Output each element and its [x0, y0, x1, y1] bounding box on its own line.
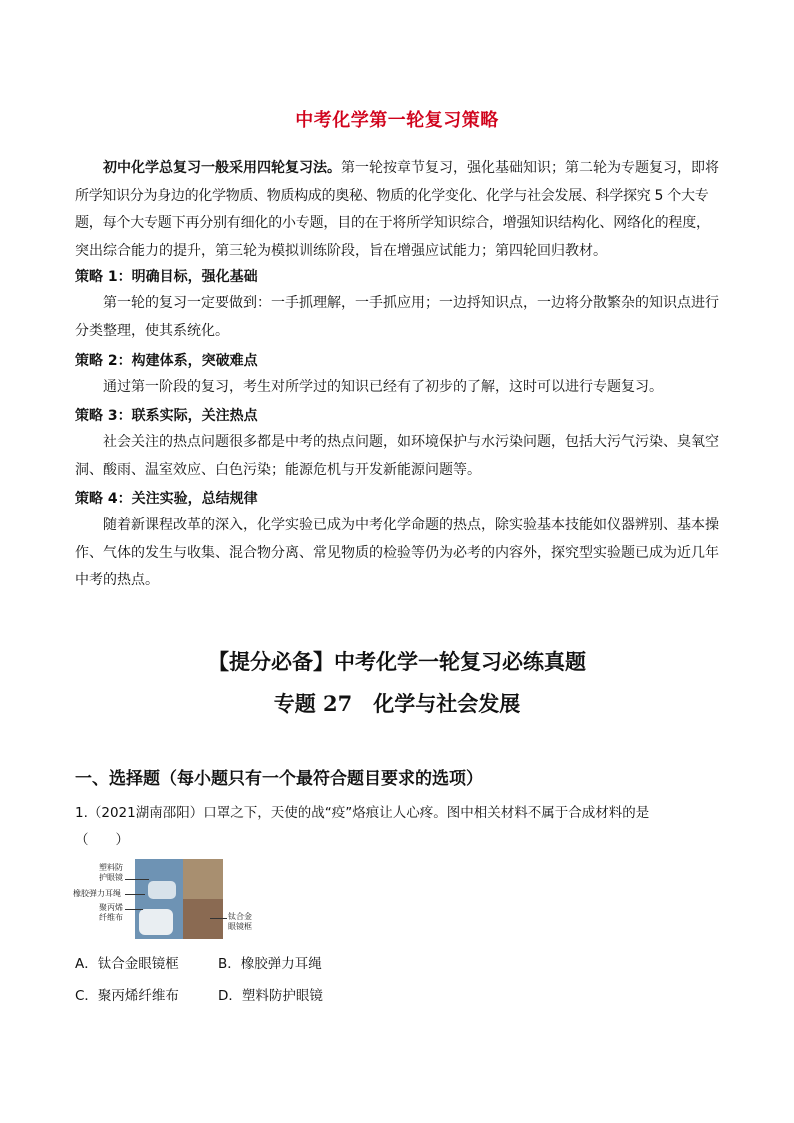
photo-mask: [139, 909, 173, 935]
strategy-title: 中考化学第一轮复习策略: [295, 110, 499, 131]
strategy-3-body: [75, 429, 723, 484]
intro-line: 题，每个大专题下再分别有细化的小专题，目的在于将所学知识综合，增强知识结构化、网络化的程度，: [75, 215, 710, 232]
strategy-1-body: [75, 290, 723, 345]
intro-paragraph: [75, 155, 723, 265]
strategy-3-heading: 策略 3：联系实际，关注热点: [75, 408, 258, 424]
section-heading: 一、选择题（每小题只有一个最符合题目要求的选项）: [75, 769, 483, 789]
intro-line: 突出综合能力的提升，第三轮为模拟训练阶段，旨在增强应试能力；第四轮回归教材。: [75, 242, 607, 259]
leader-line: [210, 918, 227, 919]
option-d[interactable]: D．塑料防护眼镜: [218, 988, 323, 1004]
label-line: 纤维布: [99, 912, 123, 922]
leader-line: [125, 909, 143, 910]
question-figure: [73, 859, 223, 939]
photo-face-top: [183, 859, 223, 899]
label-line: 塑料防: [99, 863, 123, 872]
answer-paren: （ ）: [75, 832, 129, 848]
leader-line: [125, 894, 145, 895]
label-line: 钛合金: [228, 912, 252, 921]
photo-goggles: [148, 881, 176, 899]
strategy-1-heading: 策略 1：明确目标，强化基础: [75, 269, 258, 285]
label-line: 聚丙烯: [99, 903, 123, 912]
body-line: 中考的热点。: [75, 572, 159, 589]
photo-face-bottom: [183, 899, 223, 939]
option-c[interactable]: C．聚丙烯纤维布: [75, 988, 179, 1004]
question-text: 1.（2021湖南邵阳）口罩之下，天使的战“疫”烙痕让人心疼。图中相关材料不属于合成材料的是: [75, 805, 650, 821]
body-line: 分类整理，使其系统化。: [75, 322, 229, 339]
strategy-4-heading: 策略 4：关注实验，总结规律: [75, 491, 258, 507]
strategy-4-body: [75, 512, 723, 595]
body-line: 通过第一阶段的复习，考生对所学过的知识已经有了初步的了解，这时可以进行专题复习。: [103, 379, 663, 395]
body-line: 洞、酸雨、温室效应、白色污染；能源危机与开发新能源问题等。: [75, 461, 481, 478]
label-goggles: [99, 863, 123, 882]
label-fabric: [99, 903, 123, 922]
label-frame: [228, 912, 252, 931]
exam-title: 【提分必备】中考化学一轮复习必练真题: [208, 649, 586, 674]
intro-lead: 初中化学总复习一般采用四轮复习法。: [103, 160, 341, 176]
strategy-2-heading: 策略 2：构建体系，突破难点: [75, 353, 258, 369]
label-line: 护眼镜: [99, 872, 123, 882]
leader-line: [125, 879, 149, 880]
intro-line: 第一轮按章节复习，强化基础知识；第二轮为专题复习，即将: [341, 160, 719, 176]
label-line: 眼镜框: [228, 921, 252, 931]
exam-subtitle: 专题 27 化学与社会发展: [273, 691, 521, 716]
label-ear-loop: 橡胶弹力耳绳: [73, 889, 121, 898]
body-line: 社会关注的热点问题很多都是中考的热点问题，如环境保护与水污染问题，包括大污气污染、臭氧空: [103, 434, 719, 450]
option-b[interactable]: B．橡胶弹力耳绳: [218, 956, 322, 972]
question-1: [75, 800, 723, 854]
intro-line: 所学知识分为身边的化学物质、物质构成的奥秘、物质的化学变化、化学与社会发展、科学探究 5 个大专: [75, 187, 709, 204]
option-a[interactable]: A．钛合金眼镜框: [75, 956, 179, 972]
body-line: 随着新课程改革的深入，化学实验已成为中考化学命题的热点，除实验基本技能如仪器辨别、基本操: [103, 517, 719, 533]
body-line: 作、气体的发生与收集、混合物分离、常见物质的检验等仍为必考的内容外，探究型实验题已成为近几年: [75, 544, 719, 561]
body-line: 第一轮的复习一定要做到：一手抓理解，一手抓应用；一边捋知识点，一边将分散繁杂的知识点进行: [103, 295, 719, 311]
strategy-2-body: [75, 374, 723, 402]
